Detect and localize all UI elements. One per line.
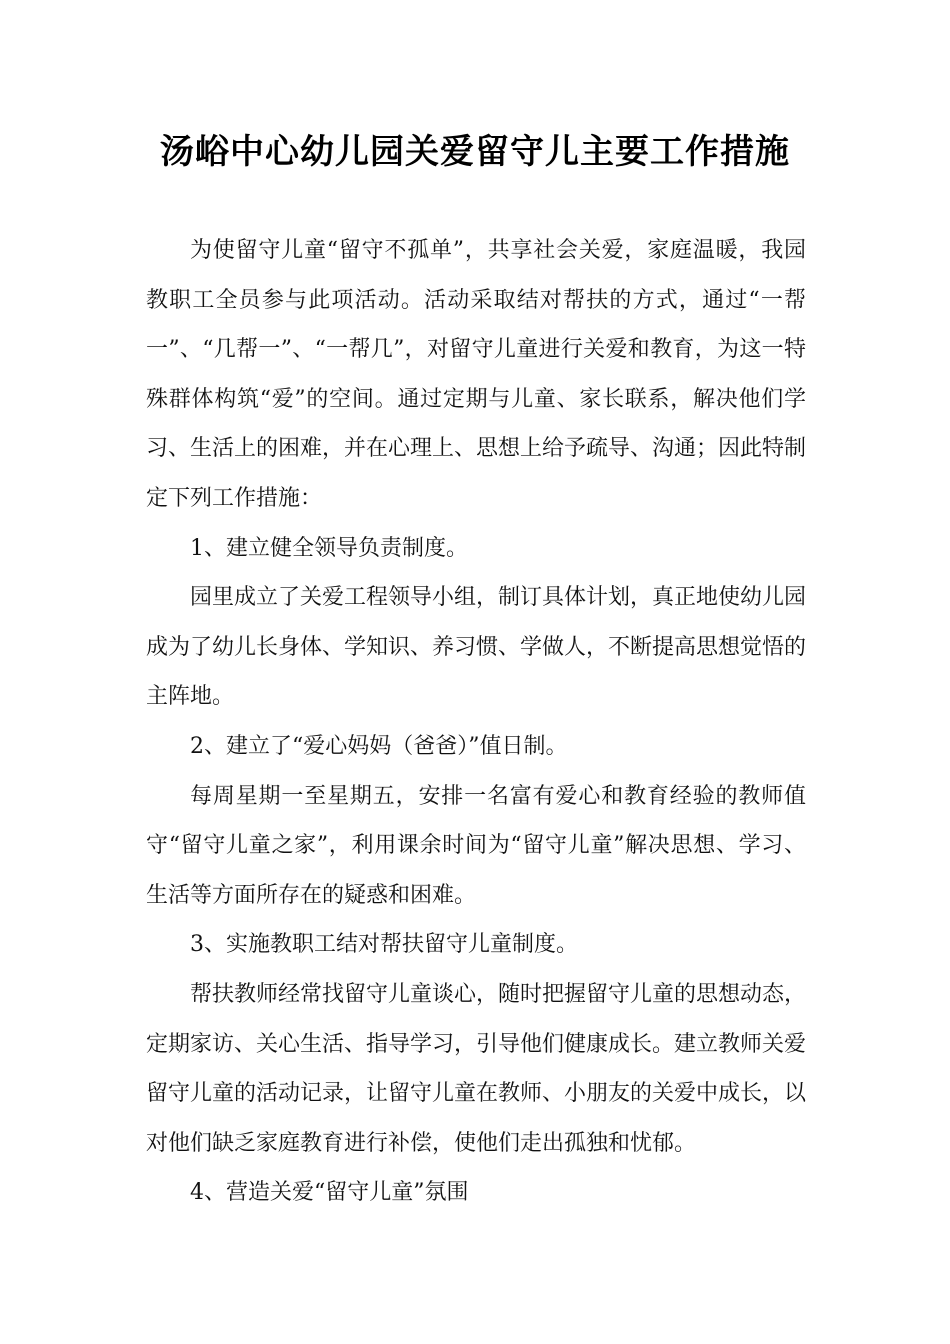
paragraph-intro: 为使留守儿童“留守不孤单”，共享社会关爱，家庭温暖，我园教职工全员参与此项活动。活动采取结对帮扶的方式，通过“一帮一”、“几帮一”、“一帮几”，对留守儿童进行关爱和教育，为这一特殊群体构筑“爱”的空间。通过定期与儿童、家长联系，解决他们学习、生活上的困难，并在心理上、思想上给予疏导、沟通；因此特制定下列工作措施： (146, 238, 807, 511)
document-body (146, 226, 806, 1218)
paragraph-item-2: 每周星期一至星期五，安排一名富有爱心和教育经验的教师值守“留守儿童之家”，利用课余时间为“留守儿童”解决思想、学习、生活等方面所存在的疑惑和困难。 (146, 783, 806, 908)
heading-item-4: 4、营造关爱“留守儿童”氛围 (190, 1180, 469, 1206)
heading-item-3: 3、实施教职工结对帮扶留守儿童制度。 (190, 932, 578, 958)
paragraph-item-1: 园里成立了关爱工程领导小组，制订具体计划，真正地使幼儿园成为了幼儿长身体、学知识、养习惯、学做人，不断提高思想觉悟的主阵地。 (146, 585, 807, 710)
heading-item-1: 1、建立健全领导负责制度。 (190, 535, 468, 561)
document-title: 汤峪中心幼儿园关爱留守儿主要工作措施 (160, 132, 790, 172)
paragraph-item-3: 帮扶教师经常找留守儿童谈心，随时把握留守儿童的思想动态，定期家访、关心生活、指导学习，引导他们健康成长。建立教师关爱留守儿童的活动记录，让留守儿童在教师、小朋友的关爱中成长，以对他们缺乏家庭教育进行补偿，使他们走出孤独和忧郁。 (146, 981, 807, 1156)
heading-item-2: 2、建立了“爱心妈妈（爸爸）”值日制。 (190, 733, 568, 759)
